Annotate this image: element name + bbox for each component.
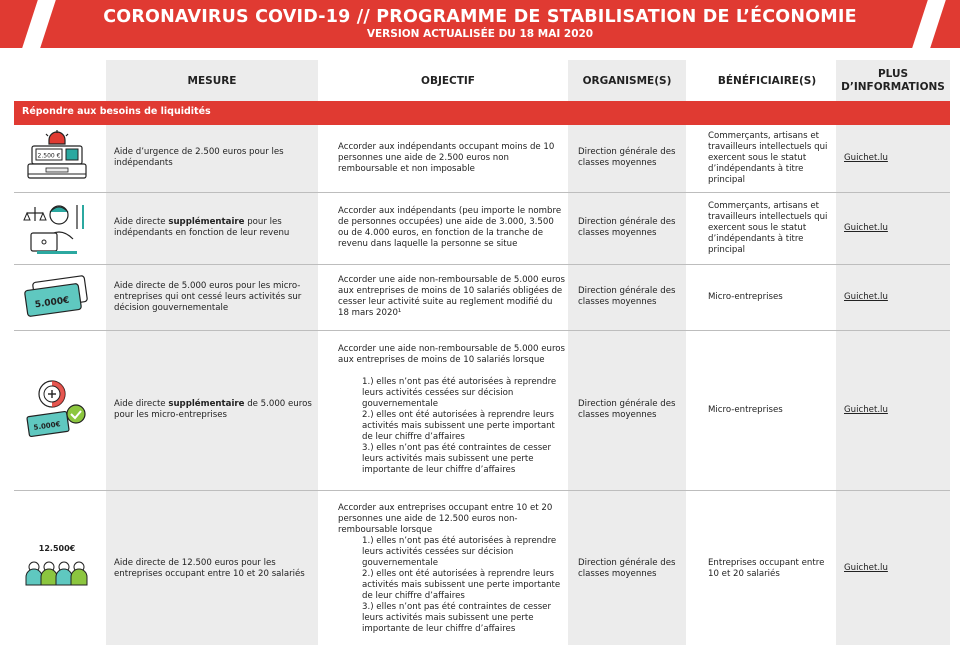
cell-info	[836, 332, 950, 488]
header-info-line2: D’INFORMATIONS	[841, 81, 945, 93]
cell-objectif	[330, 126, 566, 190]
header-objectif: OBJECTIF	[421, 74, 475, 87]
page-title: CORONAVIRUS COVID-19 // PROGRAMME DE STABILISATION DE L’ÉCONOMIE	[103, 7, 857, 27]
condition-item: 1.) elles n’ont pas été autorisées à reprendre leurs activités cessées sur décision gouvernementale	[362, 377, 557, 409]
guichet-link[interactable]: Guichet.lu	[844, 563, 888, 573]
mesure-text-end: pour les indépendants en fonction de leur revenu	[114, 217, 290, 238]
cell-beneficiaire	[700, 492, 834, 645]
section-bar	[14, 101, 950, 125]
table-row	[14, 194, 950, 262]
icon-amount-text: 12.500€	[38, 543, 76, 553]
beneficiaire-text: Micro-entreprises	[708, 291, 783, 302]
condition-item: 2.) elles ont été autorisées à reprendre leurs activités mais subissent une perte importante de leur chiffre d’affaires	[362, 568, 561, 601]
section-label: Répondre aux besoins de liquidités	[22, 106, 211, 117]
table-row	[14, 126, 950, 190]
organisme-text: Direction générale des classes moyennes	[578, 557, 676, 579]
page-subtitle: VERSION ACTUALISÉE DU 18 MAI 2020	[366, 28, 594, 40]
row-icon-cell	[14, 266, 100, 328]
cell-objectif	[330, 492, 566, 645]
table-row	[14, 266, 950, 328]
cell-mesure	[106, 126, 318, 190]
icon-amount-text: 5.000€	[34, 295, 71, 311]
header-beneficiaire: BÉNÉFICIAIRE(S)	[717, 74, 817, 87]
condition-item: 1.) elles n’ont pas été autorisées à reprendre leurs activités cessées sur décision gouvernementale	[362, 535, 557, 568]
mesure-text: Aide directe de 12.500 euros pour les entreprises occupant entre 10 et 20 salariés	[114, 557, 305, 579]
add-banknote-check-icon	[22, 378, 92, 442]
cell-info	[836, 492, 950, 645]
cell-organisme	[570, 266, 688, 328]
beneficiaire-text: Commerçants, artisans et travailleurs intellectuels qui exercent sous le statut d’indépendants à titre principal	[708, 130, 828, 185]
organisme-text: Direction générale des classes moyennes	[578, 217, 676, 238]
guichet-link[interactable]: Guichet.lu	[844, 152, 888, 163]
row-divider	[14, 330, 950, 331]
condition-list	[338, 536, 566, 635]
guichet-link[interactable]: Guichet.lu	[844, 222, 888, 233]
condition-item: 3.) elles n’ont pas été contraintes de cesser leurs activités mais subissent une perte importante de leur chiffre d’affaires	[362, 443, 551, 475]
cell-mesure	[106, 194, 318, 262]
cell-organisme	[570, 194, 688, 262]
mesure-text: Aide directe de 5.000 euros pour les micro-entreprises qui ont cessé leurs activités sur décision gouvernementale	[114, 280, 302, 313]
beneficiaire-text: Commerçants, artisans et travailleurs intellectuels qui exercent sous le statut d’indépendants à titre principal	[708, 200, 828, 255]
icon-amount-text: 2.500 €	[37, 152, 61, 160]
header-mesure: MESURE	[187, 74, 237, 87]
objectif-text: Accorder aux indépendants occupant moins de 10 personnes une aide de 2.500 euros non remboursable et non imposable	[338, 141, 555, 174]
cell-organisme	[570, 126, 688, 190]
row-icon-cell	[14, 492, 100, 645]
cell-beneficiaire	[700, 332, 834, 488]
cell-mesure	[106, 492, 318, 645]
table-row	[14, 492, 950, 645]
organisme-text: Direction générale des classes moyennes	[578, 286, 676, 307]
cell-mesure	[106, 332, 318, 488]
condition-list	[338, 377, 566, 476]
employees-group-icon	[20, 541, 94, 597]
cash-register-alarm-icon	[22, 130, 92, 186]
cell-beneficiaire	[700, 126, 834, 190]
organisme-text: Direction générale des classes moyennes	[578, 147, 676, 168]
cell-info	[836, 126, 950, 190]
cell-objectif	[330, 194, 566, 262]
header-info	[836, 62, 950, 100]
table-row	[14, 332, 950, 488]
objectif-text: Accorder une aide non-remboursable de 5.000 euros aux entreprises de moins de 10 salariés obligées de cesser leur activité suite au reglement modifié du 18 mars 2020¹	[338, 275, 566, 318]
cell-beneficiaire	[700, 266, 834, 328]
beneficiaire-text: Entreprises occupant entre 10 et 20 salariés	[708, 557, 825, 579]
cell-objectif	[330, 332, 566, 488]
row-divider	[14, 192, 950, 193]
cell-organisme	[570, 332, 688, 488]
cell-mesure	[106, 266, 318, 328]
condition-item: 3.) elles n’ont pas été contraintes de cesser leurs activités mais subissent une perte importante de leur chiffre d’affaires	[362, 601, 551, 634]
mesure-emphasis: supplémentaire	[168, 217, 245, 227]
row-divider	[14, 264, 950, 265]
cell-info	[836, 266, 950, 328]
cell-objectif	[330, 266, 566, 328]
guichet-link[interactable]: Guichet.lu	[844, 404, 888, 415]
beneficiaire-text: Micro-entreprises	[708, 404, 783, 415]
mesure-emphasis: supplémentaire	[168, 399, 245, 409]
independent-worker-icon	[21, 199, 93, 257]
mesure-text: Aide d’urgence de 2.500 euros pour les indépendants	[114, 147, 284, 168]
row-divider	[14, 490, 950, 491]
objectif-intro: Accorder aux entreprises occupant entre 10 et 20 personnes une aide de 12.500 euros non-remboursable lorsque	[338, 502, 553, 535]
mesure-text: Aide directe	[114, 399, 169, 409]
banknote-icon	[20, 275, 94, 319]
objectif-text: Accorder aux indépendants (peu importe le nombre de personnes occupées) une aide de 3.000, 3.500 ou de 4.000 euros, en fonction de la tranche de revenu dans laquelle la personne se situe	[338, 206, 562, 249]
header-info-line1: PLUS	[877, 68, 909, 80]
objectif-intro: Accorder une aide non-remboursable de 5.000 euros aux entreprises de moins de 10 salariés lorsque	[338, 344, 566, 365]
mesure-text: Aide directe	[114, 217, 169, 227]
cell-organisme	[570, 492, 688, 645]
header-organisme: ORGANISME(S)	[582, 74, 672, 87]
cell-beneficiaire	[700, 194, 834, 262]
mesure-text-end: de 5.000 euros pour les micro-entreprises	[114, 399, 312, 420]
icon-amount-text: 5.000€	[33, 420, 61, 432]
guichet-link[interactable]: Guichet.lu	[844, 291, 888, 302]
row-icon-cell	[14, 332, 100, 488]
row-icon-cell	[14, 126, 100, 190]
cell-info	[836, 194, 950, 262]
condition-item: 2.) elles ont été autorisées à reprendre leurs activités mais subissent une perte important de leur chiffre d’affaires	[362, 410, 555, 442]
organisme-text: Direction générale des classes moyennes	[578, 399, 676, 420]
header-banner	[0, 0, 960, 48]
row-icon-cell	[14, 194, 100, 262]
